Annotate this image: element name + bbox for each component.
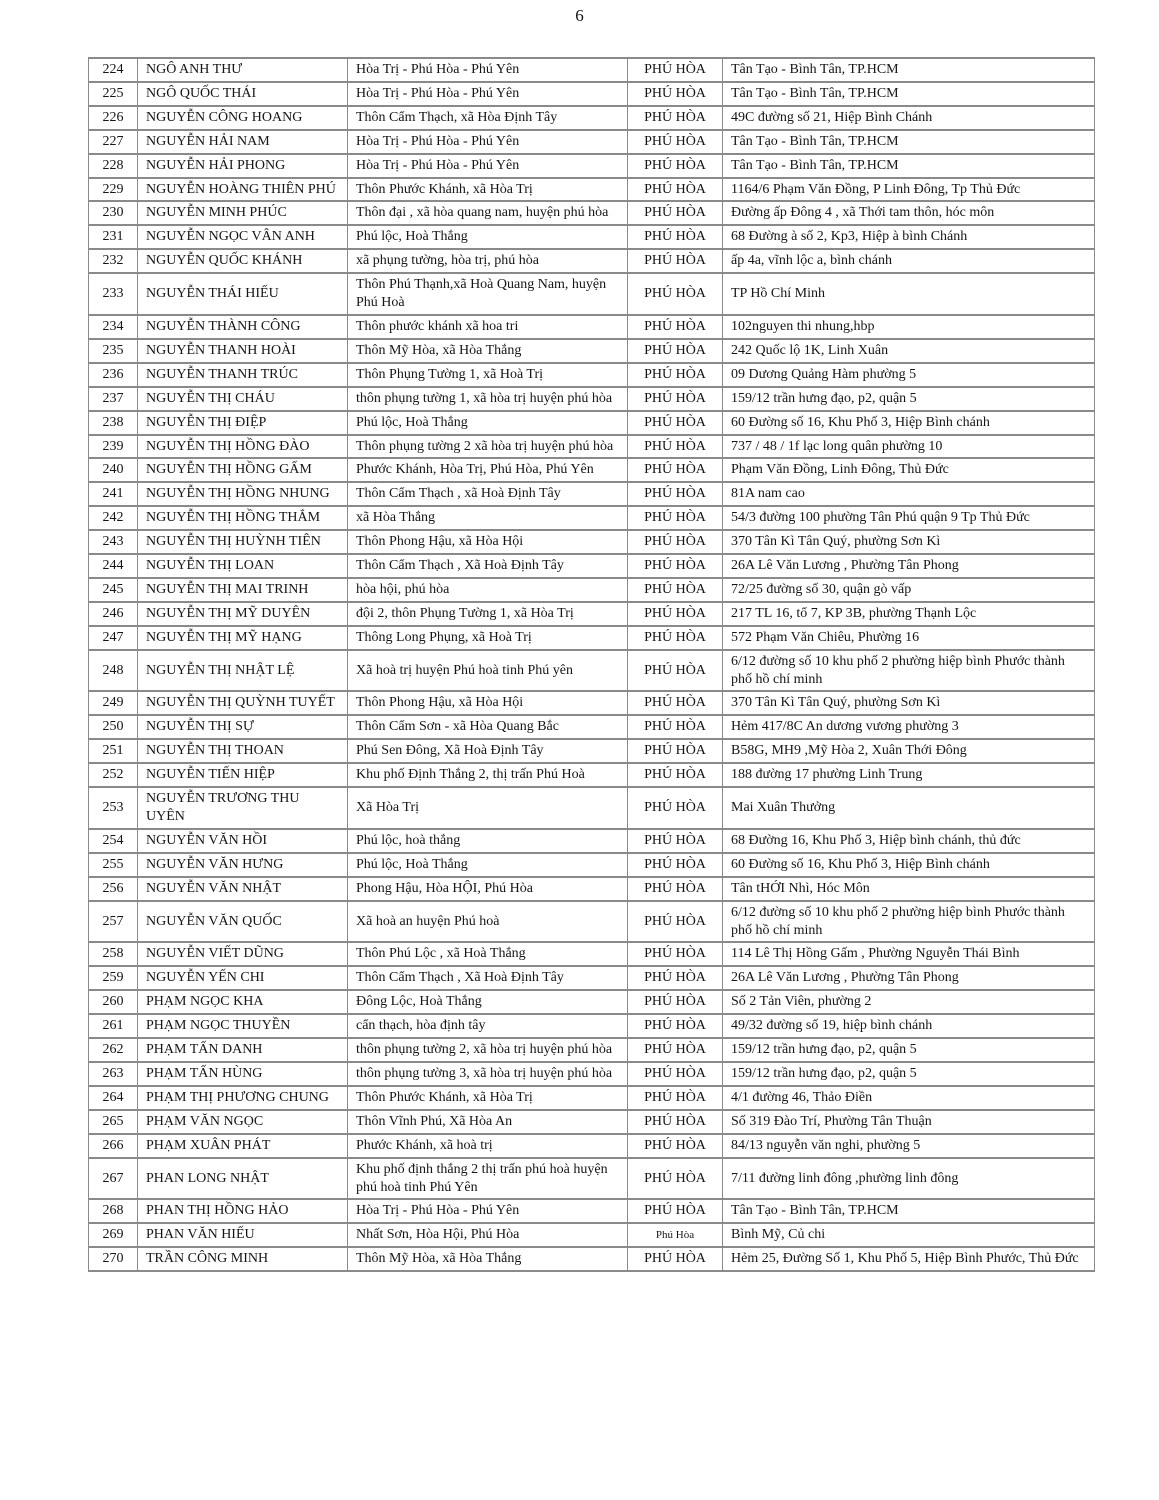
row-number: 265 (89, 1110, 138, 1134)
row-address: Thôn Mỹ Hòa, xã Hòa Thắng (348, 339, 628, 363)
row-name: PHẠM NGỌC THUYỀN (138, 1014, 348, 1038)
row-district: PHÚ HÒA (628, 990, 723, 1014)
row-address: cẩn thạch, hòa định tây (348, 1014, 628, 1038)
row-name: NGÔ ANH THƯ (138, 58, 348, 82)
row-destination: 49C đường số 21, Hiệp Bình Chánh (723, 106, 1095, 130)
row-district: PHÚ HÒA (628, 1134, 723, 1158)
table-row (89, 691, 1095, 715)
row-district: PHÚ HÒA (628, 853, 723, 877)
row-district: PHÚ HÒA (628, 1110, 723, 1134)
row-destination: 159/12 trần hưng đạo, p2, quận 5 (723, 387, 1095, 411)
table-row (89, 315, 1095, 339)
row-destination: 6/12 đường số 10 khu phố 2 phường hiệp bình Phước thành phố hồ chí minh (723, 901, 1095, 943)
table-row (89, 877, 1095, 901)
row-number: 256 (89, 877, 138, 901)
table-row (89, 106, 1095, 130)
row-number: 234 (89, 315, 138, 339)
table-row (89, 1038, 1095, 1062)
row-number: 253 (89, 787, 138, 829)
row-destination: 60 Đường số 16, Khu Phố 3, Hiệp Bình chánh (723, 411, 1095, 435)
row-number: 225 (89, 82, 138, 106)
table-row (89, 1247, 1095, 1271)
row-address: Thôn Mỹ Hòa, xã Hòa Thắng (348, 1247, 628, 1271)
table-row (89, 482, 1095, 506)
row-number: 263 (89, 1062, 138, 1086)
row-destination: 26A Lê Văn Lương , Phường Tân Phong (723, 966, 1095, 990)
table-row (89, 387, 1095, 411)
row-number: 240 (89, 458, 138, 482)
row-name: NGUYỄN THỊ SỰ (138, 715, 348, 739)
row-name: NGUYỄN THỊ MAI TRINH (138, 578, 348, 602)
row-number: 239 (89, 435, 138, 459)
row-district: PHÚ HÒA (628, 763, 723, 787)
row-name: NGUYỄN THANH HOÀI (138, 339, 348, 363)
row-district: PHÚ HÒA (628, 554, 723, 578)
row-destination: Tân Tạo - Bình Tân, TP.HCM (723, 1199, 1095, 1223)
row-district: PHÚ HÒA (628, 249, 723, 273)
row-address: Thôn Phú Lộc , xã Hoà Thắng (348, 942, 628, 966)
row-name: NGUYỄN THỊ HỒNG THẮM (138, 506, 348, 530)
row-address: Phước Khánh, Hòa Trị, Phú Hòa, Phú Yên (348, 458, 628, 482)
row-name: PHAN LONG NHẬT (138, 1158, 348, 1200)
row-address: Hòa Trị - Phú Hòa - Phú Yên (348, 58, 628, 82)
row-destination: Tân Tạo - Bình Tân, TP.HCM (723, 154, 1095, 178)
row-number: 248 (89, 650, 138, 692)
row-name: NGUYỄN THỊ CHÁU (138, 387, 348, 411)
row-destination: ấp 4a, vĩnh lộc a, bình chánh (723, 249, 1095, 273)
row-address: Thôn Cẩm Thạch , Xã Hoà Định Tây (348, 554, 628, 578)
row-district: PHÚ HÒA (628, 106, 723, 130)
row-number: 266 (89, 1134, 138, 1158)
table-row (89, 990, 1095, 1014)
row-district: Phú Hòa (628, 1223, 723, 1247)
row-address: Khu phố Định Thắng 2, thị trấn Phú Hoà (348, 763, 628, 787)
row-destination: 159/12 trần hưng đạo, p2, quận 5 (723, 1038, 1095, 1062)
row-district: PHÚ HÒA (628, 201, 723, 225)
row-district: PHÚ HÒA (628, 387, 723, 411)
row-destination: 54/3 đường 100 phường Tân Phú quận 9 Tp Thủ Đức (723, 506, 1095, 530)
row-address: Thôn phước khánh xã hoa tri (348, 315, 628, 339)
row-address: Thôn Cẩm Thạch , xã Hoà Định Tây (348, 482, 628, 506)
table-row (89, 458, 1095, 482)
row-name: NGUYỄN THỊ HỒNG ĐÀO (138, 435, 348, 459)
row-address: Hòa Trị - Phú Hòa - Phú Yên (348, 82, 628, 106)
table-row (89, 339, 1095, 363)
row-district: PHÚ HÒA (628, 273, 723, 315)
row-district: PHÚ HÒA (628, 363, 723, 387)
row-address: đội 2, thôn Phụng Tường 1, xã Hòa Trị (348, 602, 628, 626)
row-address: Thông Long Phụng, xã Hoà Trị (348, 626, 628, 650)
table-row (89, 829, 1095, 853)
row-district: PHÚ HÒA (628, 82, 723, 106)
table-row (89, 58, 1095, 82)
row-district: PHÚ HÒA (628, 530, 723, 554)
row-destination: Phạm Văn Đồng, Linh Đông, Thủ Đức (723, 458, 1095, 482)
table-row (89, 1086, 1095, 1110)
row-address: Thôn Vĩnh Phú, Xã Hòa An (348, 1110, 628, 1134)
page-number: 6 (575, 6, 584, 25)
row-destination: Số 2 Tản Viên, phường 2 (723, 990, 1095, 1014)
row-district: PHÚ HÒA (628, 650, 723, 692)
row-name: NGUYỄN CÔNG HOANG (138, 106, 348, 130)
row-destination: Hẻm 417/8C An dương vương phường 3 (723, 715, 1095, 739)
row-district: PHÚ HÒA (628, 1062, 723, 1086)
row-district: PHÚ HÒA (628, 901, 723, 943)
row-name: NGUYỄN THÁI HIẾU (138, 273, 348, 315)
table-row (89, 82, 1095, 106)
row-destination: Mai Xuân Thưởng (723, 787, 1095, 829)
row-district: PHÚ HÒA (628, 691, 723, 715)
row-district: PHÚ HÒA (628, 578, 723, 602)
row-number: 237 (89, 387, 138, 411)
table-row (89, 249, 1095, 273)
table-row (89, 739, 1095, 763)
row-address: Thôn Cẩm Thạch, xã Hòa Định Tây (348, 106, 628, 130)
row-district: PHÚ HÒA (628, 966, 723, 990)
table-row (89, 1014, 1095, 1038)
row-district: PHÚ HÒA (628, 178, 723, 202)
table-row (89, 715, 1095, 739)
row-destination: 26A Lê Văn Lương , Phường Tân Phong (723, 554, 1095, 578)
row-destination: 49/32 đường số 19, hiệp bình chánh (723, 1014, 1095, 1038)
row-name: NGUYỄN TRƯƠNG THU UYÊN (138, 787, 348, 829)
row-district: PHÚ HÒA (628, 154, 723, 178)
row-destination: Hẻm 25, Đường Số 1, Khu Phố 5, Hiệp Bình Phước, Thủ Đức (723, 1247, 1095, 1271)
row-address: Phước Khánh, xã hoà trị (348, 1134, 628, 1158)
row-name: NGUYỄN TIẾN HIỆP (138, 763, 348, 787)
row-address: Phú Sen Đông, Xã Hoà Định Tây (348, 739, 628, 763)
row-address: Phú lộc, hoà thắng (348, 829, 628, 853)
row-destination: 114 Lê Thị Hồng Gấm , Phường Nguyễn Thái Bình (723, 942, 1095, 966)
row-destination: 217 TL 16, tổ 7, KP 3B, phường Thạnh Lộc (723, 602, 1095, 626)
row-district: PHÚ HÒA (628, 942, 723, 966)
table-row (89, 1199, 1095, 1223)
row-district: PHÚ HÒA (628, 458, 723, 482)
row-address: Thôn Cẩm Thạch , Xã Hoà Định Tây (348, 966, 628, 990)
row-address: Xã hoà trị huyện Phú hoà tinh Phú yên (348, 650, 628, 692)
row-number: 264 (89, 1086, 138, 1110)
row-address: Thôn Phước Khánh, xã Hòa Trị (348, 1086, 628, 1110)
row-name: NGUYỄN VIẾT DŨNG (138, 942, 348, 966)
row-address: thôn phụng tường 1, xã hòa trị huyện phú hòa (348, 387, 628, 411)
table-row (89, 626, 1095, 650)
row-address: Phú lộc, Hoà Thắng (348, 225, 628, 249)
row-address: Hòa Trị - Phú Hòa - Phú Yên (348, 1199, 628, 1223)
row-name: NGUYỄN NGỌC VÂN ANH (138, 225, 348, 249)
row-district: PHÚ HÒA (628, 787, 723, 829)
row-name: PHẠM NGỌC KHA (138, 990, 348, 1014)
row-number: 229 (89, 178, 138, 202)
table-row (89, 1062, 1095, 1086)
table-row (89, 578, 1095, 602)
row-district: PHÚ HÒA (628, 877, 723, 901)
row-name: NGUYỄN THỊ LOAN (138, 554, 348, 578)
row-name: NGUYỄN HẢI PHONG (138, 154, 348, 178)
row-name: NGUYỄN THỊ NHẬT LỆ (138, 650, 348, 692)
table-row (89, 1110, 1095, 1134)
row-number: 235 (89, 339, 138, 363)
row-district: PHÚ HÒA (628, 506, 723, 530)
row-name: NGUYỄN THỊ QUỲNH TUYẾT (138, 691, 348, 715)
row-name: PHẠM TẤN HÙNG (138, 1062, 348, 1086)
row-name: NGUYỄN HOÀNG THIÊN PHÚ (138, 178, 348, 202)
row-number: 260 (89, 990, 138, 1014)
row-destination: 68 Đường à số 2, Kp3, Hiệp à bình Chánh (723, 225, 1095, 249)
row-number: 238 (89, 411, 138, 435)
table-row (89, 787, 1095, 829)
row-address: Thôn Phong Hậu, xã Hòa Hội (348, 691, 628, 715)
row-destination: Tân Tạo - Bình Tân, TP.HCM (723, 82, 1095, 106)
row-address: xã Hòa Thắng (348, 506, 628, 530)
table-row (89, 1158, 1095, 1200)
row-district: PHÚ HÒA (628, 1158, 723, 1200)
row-address: Đông Lộc, Hoà Thắng (348, 990, 628, 1014)
row-district: PHÚ HÒA (628, 1038, 723, 1062)
row-name: NGUYỄN THỊ THOAN (138, 739, 348, 763)
table-row (89, 530, 1095, 554)
row-number: 236 (89, 363, 138, 387)
row-district: PHÚ HÒA (628, 339, 723, 363)
row-number: 251 (89, 739, 138, 763)
row-number: 232 (89, 249, 138, 273)
row-district: PHÚ HÒA (628, 315, 723, 339)
row-district: PHÚ HÒA (628, 482, 723, 506)
row-number: 247 (89, 626, 138, 650)
row-address: Phú lộc, Hoà Thắng (348, 853, 628, 877)
row-number: 231 (89, 225, 138, 249)
row-number: 255 (89, 853, 138, 877)
row-number: 228 (89, 154, 138, 178)
row-address: Thôn đại , xã hòa quang nam, huyện phú hòa (348, 201, 628, 225)
row-address: Thôn Phong Hậu, xã Hòa Hội (348, 530, 628, 554)
row-destination: 1164/6 Phạm Văn Đồng, P Linh Đông, Tp Thủ Đức (723, 178, 1095, 202)
row-address: thôn phụng tường 2, xã hòa trị huyện phú hòa (348, 1038, 628, 1062)
row-name: NGUYỄN VĂN HỒI (138, 829, 348, 853)
row-destination: 737 / 48 / 1f lạc long quân phường 10 (723, 435, 1095, 459)
row-destination: Tân Tạo - Bình Tân, TP.HCM (723, 58, 1095, 82)
row-number: 243 (89, 530, 138, 554)
table-row (89, 435, 1095, 459)
row-number: 258 (89, 942, 138, 966)
row-address: Thôn Cẩm Sơn - xã Hòa Quang Bắc (348, 715, 628, 739)
row-district: PHÚ HÒA (628, 739, 723, 763)
row-destination: 81A nam cao (723, 482, 1095, 506)
row-district: PHÚ HÒA (628, 435, 723, 459)
row-number: 250 (89, 715, 138, 739)
row-number: 249 (89, 691, 138, 715)
row-name: NGUYỄN THỊ HỒNG NHUNG (138, 482, 348, 506)
row-destination: 7/11 đường linh đông ,phường linh đông (723, 1158, 1095, 1200)
row-name: PHẠM THỊ PHƯƠNG CHUNG (138, 1086, 348, 1110)
row-destination: 159/12 trần hưng đạo, p2, quận 5 (723, 1062, 1095, 1086)
table-row (89, 901, 1095, 943)
table-row (89, 1134, 1095, 1158)
row-name: PHAN THỊ HỒNG HẢO (138, 1199, 348, 1223)
row-district: PHÚ HÒA (628, 58, 723, 82)
row-name: NGUYỄN VĂN HƯNG (138, 853, 348, 877)
row-destination: 09 Dương Quảng Hàm phường 5 (723, 363, 1095, 387)
row-destination: Tân tHỚI Nhì, Hóc Môn (723, 877, 1095, 901)
row-destination: 6/12 đường số 10 khu phố 2 phường hiệp bình Phước thành phố hồ chí minh (723, 650, 1095, 692)
row-district: PHÚ HÒA (628, 1247, 723, 1271)
row-address: Phong Hậu, Hòa HỘI, Phú Hòa (348, 877, 628, 901)
row-address: Thôn Phước Khánh, xã Hòa Trị (348, 178, 628, 202)
roster-table-body (89, 58, 1095, 1271)
table-row (89, 1223, 1095, 1247)
row-destination: 188 đường 17 phường Linh Trung (723, 763, 1095, 787)
row-number: 227 (89, 130, 138, 154)
table-row (89, 554, 1095, 578)
table-row (89, 602, 1095, 626)
row-name: NGUYỄN THÀNH CÔNG (138, 315, 348, 339)
row-name: NGUYỄN VĂN NHẬT (138, 877, 348, 901)
row-number: 268 (89, 1199, 138, 1223)
row-number: 226 (89, 106, 138, 130)
row-destination: TP Hồ Chí Minh (723, 273, 1095, 315)
row-name: NGUYỄN YẾN CHI (138, 966, 348, 990)
table-row (89, 853, 1095, 877)
row-district: PHÚ HÒA (628, 1014, 723, 1038)
row-number: 269 (89, 1223, 138, 1247)
row-destination: Đường ấp Đông 4 , xã Thới tam thôn, hóc môn (723, 201, 1095, 225)
table-row (89, 273, 1095, 315)
row-address: Nhất Sơn, Hòa Hội, Phú Hòa (348, 1223, 628, 1247)
row-name: NGÔ QUỐC THÁI (138, 82, 348, 106)
row-number: 224 (89, 58, 138, 82)
row-district: PHÚ HÒA (628, 626, 723, 650)
table-row (89, 506, 1095, 530)
table-row (89, 966, 1095, 990)
row-destination: 370 Tân Kì Tân Quý, phường Sơn Kì (723, 530, 1095, 554)
row-address: Hòa Trị - Phú Hòa - Phú Yên (348, 154, 628, 178)
table-row (89, 154, 1095, 178)
row-destination: Bình Mỹ, Củ chi (723, 1223, 1095, 1247)
row-name: NGUYỄN THỊ MỸ DUYÊN (138, 602, 348, 626)
row-district: PHÚ HÒA (628, 225, 723, 249)
row-number: 257 (89, 901, 138, 943)
resident-roster-table (88, 57, 1095, 1272)
row-name: NGUYỄN THỊ HỒNG GẤM (138, 458, 348, 482)
row-number: 270 (89, 1247, 138, 1271)
row-district: PHÚ HÒA (628, 1199, 723, 1223)
row-number: 241 (89, 482, 138, 506)
row-destination: 4/1 đường 46, Thảo Điền (723, 1086, 1095, 1110)
row-name: NGUYỄN QUỐC KHÁNH (138, 249, 348, 273)
row-name: PHẠM VĂN NGỌC (138, 1110, 348, 1134)
row-district: PHÚ HÒA (628, 1086, 723, 1110)
table-row (89, 650, 1095, 692)
row-address: Khu phố định thắng 2 thị trấn phú hoà huyện phú hoà tinh Phú Yên (348, 1158, 628, 1200)
row-destination: B58G, MH9 ,Mỹ Hòa 2, Xuân Thới Đông (723, 739, 1095, 763)
row-number: 267 (89, 1158, 138, 1200)
row-address: Thôn phụng tường 2 xã hòa trị huyện phú hòa (348, 435, 628, 459)
table-row (89, 411, 1095, 435)
row-address: Xã Hòa Trị (348, 787, 628, 829)
table-row (89, 130, 1095, 154)
row-destination: 72/25 đường số 30, quận gò vấp (723, 578, 1095, 602)
row-number: 259 (89, 966, 138, 990)
row-name: NGUYỄN THỊ HUỲNH TIÊN (138, 530, 348, 554)
row-name: NGUYỄN THỊ ĐIỆP (138, 411, 348, 435)
row-destination: 84/13 nguyễn văn nghi, phường 5 (723, 1134, 1095, 1158)
row-address: Thôn Phú Thạnh,xã Hoà Quang Nam, huyện Phú Hoà (348, 273, 628, 315)
row-destination: 68 Đường 16, Khu Phố 3, Hiệp bình chánh, thủ đức (723, 829, 1095, 853)
row-district: PHÚ HÒA (628, 411, 723, 435)
row-address: hòa hội, phú hòa (348, 578, 628, 602)
row-destination: Tân Tạo - Bình Tân, TP.HCM (723, 130, 1095, 154)
table-row (89, 363, 1095, 387)
row-name: PHAN VĂN HIẾU (138, 1223, 348, 1247)
row-address: Phú lộc, Hoà Thắng (348, 411, 628, 435)
row-district: PHÚ HÒA (628, 130, 723, 154)
row-number: 254 (89, 829, 138, 853)
row-number: 244 (89, 554, 138, 578)
row-destination: Số 319 Đào Trí, Phường Tân Thuận (723, 1110, 1095, 1134)
row-number: 230 (89, 201, 138, 225)
table-row (89, 201, 1095, 225)
row-destination: 60 Đường số 16, Khu Phố 3, Hiệp Bình chánh (723, 853, 1095, 877)
row-address: Hòa Trị - Phú Hòa - Phú Yên (348, 130, 628, 154)
row-name: PHẠM TẤN DANH (138, 1038, 348, 1062)
row-address: thôn phụng tường 3, xã hòa trị huyện phú hòa (348, 1062, 628, 1086)
row-number: 261 (89, 1014, 138, 1038)
row-address: Thôn Phụng Tường 1, xã Hoà Trị (348, 363, 628, 387)
row-number: 262 (89, 1038, 138, 1062)
table-row (89, 942, 1095, 966)
row-number: 233 (89, 273, 138, 315)
row-name: NGUYỄN HẢI NAM (138, 130, 348, 154)
row-number: 252 (89, 763, 138, 787)
row-name: PHẠM XUÂN PHÁT (138, 1134, 348, 1158)
row-number: 245 (89, 578, 138, 602)
row-destination: 102nguyen thi nhung,hbp (723, 315, 1095, 339)
row-name: NGUYỄN THỊ MỸ HẠNG (138, 626, 348, 650)
row-district: PHÚ HÒA (628, 829, 723, 853)
table-row (89, 225, 1095, 249)
row-district: PHÚ HÒA (628, 602, 723, 626)
row-number: 246 (89, 602, 138, 626)
row-destination: 242 Quốc lộ 1K, Linh Xuân (723, 339, 1095, 363)
row-number: 242 (89, 506, 138, 530)
row-district: PHÚ HÒA (628, 715, 723, 739)
row-destination: 572 Phạm Văn Chiêu, Phường 16 (723, 626, 1095, 650)
row-name: TRẦN CÔNG MINH (138, 1247, 348, 1271)
table-row (89, 178, 1095, 202)
table-row (89, 763, 1095, 787)
row-name: NGUYỄN MINH PHÚC (138, 201, 348, 225)
row-name: NGUYỄN THANH TRÚC (138, 363, 348, 387)
row-address: xã phụng tường, hòa trị, phú hòa (348, 249, 628, 273)
row-address: Xã hoà an huyện Phú hoà (348, 901, 628, 943)
row-destination: 370 Tân Kì Tân Quý, phường Sơn Kì (723, 691, 1095, 715)
row-name: NGUYỄN VĂN QUỐC (138, 901, 348, 943)
